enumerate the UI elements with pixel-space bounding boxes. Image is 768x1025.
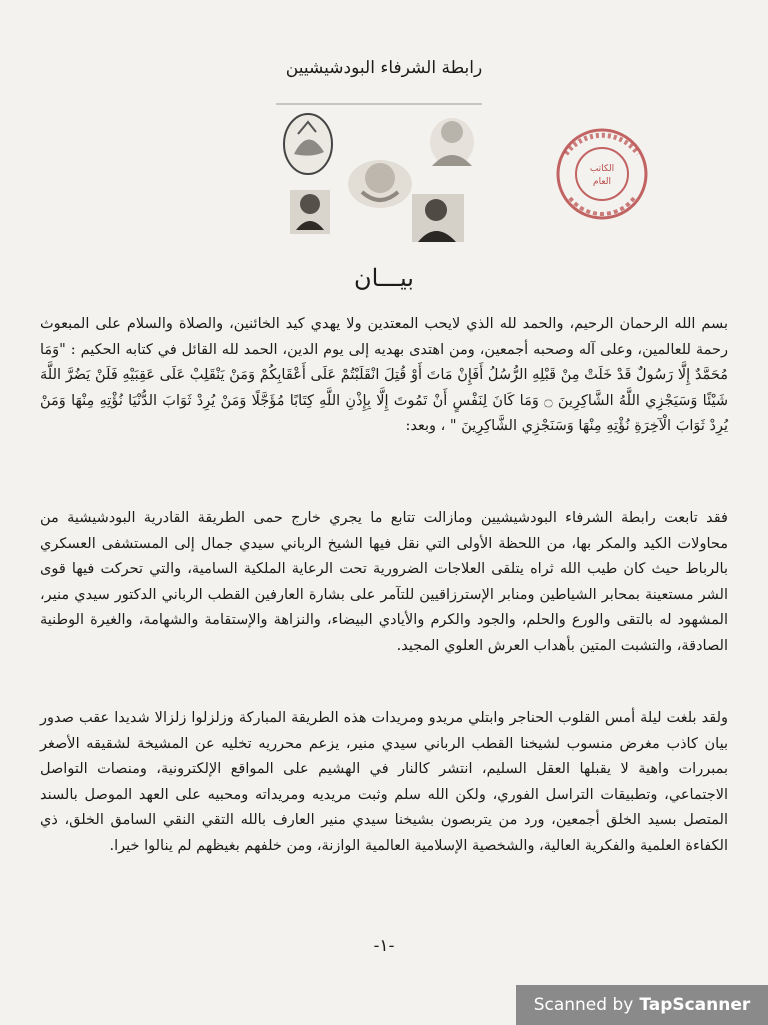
portrait-icon xyxy=(348,160,412,208)
paragraph-body-2: ولقد بلغت ليلة أمس القلوب الحناجر وابتلي مريدو ومريدات هذه الطريقة المباركة وزلزلوا زلزالا شديدا عقب صدور بيان كاذب مغرض منسوب لشيخنا القطب الرباني سيدي منير، يزعم محرريه تخليه عن المشيخة لشقيقه الأصغر بمبررات واهية لا يقبلها العقل السليم، انتشر كالنار في الهشيم على المواقع الإلكترونية، ومنصات التواصل الاجتماعي، وتطبيقات التراسل الفوري، ولكن الله سلم وثبت مريديه ومريداته ومحبيه على العهد الموصل بالسند المتصل بسيد الخلق أجمعين، ورد من يتربصون بشيخنا سيدي منير العارف بالله التقي النقي السامق الخلق، ذي الكفاءة العلمية والفكرية العالية، والشخصية الإسلامية العالمية الوازنة، ومن خلفهم بغيظهم لم ينالوا خيرا. xyxy=(40,710,728,854)
scanner-badge-brand: TapScanner xyxy=(639,995,751,1015)
bird-emblem-icon xyxy=(284,114,332,174)
page-number: -١- xyxy=(373,936,395,956)
scanner-watermark-badge xyxy=(516,985,768,1025)
seal-text-line1: الكاتب xyxy=(589,164,615,174)
paragraph-body-1: فقد تابعت رابطة الشرفاء البودشيشيين ومازالت تتابع ما يجري خارج حمى الطريقة القادرية البودشيشية من محاولات الكيد والمكر بها، من اللحظة الأولى التي نقل فيها الشيخ الرباني سيدي جمال إلى المستشفى العسكري بالرباط حيث كان طيب الله ثراه يتلقى العلاجات الضرورية تحت الرعاية الملكية السامية، والتي تحركت فيها قوى الشر مستعينة بمحابر الشياطين ومنابر الإسترزاقيين للتآمر على بشارة العارفين القطب الرباني الدكتور سيدي منير، المشهود له بالتقى والورع والحلم، والجود والكرم والأيادي البيضاء، والنزاهة والإستقامة والشهامة، والغيرة الوطنية الصادقة، والتشبت المتين بأهداب العرش العلوي المجيد. xyxy=(40,510,728,654)
statement-heading: بيـــان xyxy=(354,264,414,292)
portrait-icon xyxy=(412,194,464,242)
portrait-icon xyxy=(290,190,330,234)
portrait-icon xyxy=(430,118,474,166)
scanner-badge-prefix: Scanned by xyxy=(533,995,634,1015)
portraits-collage xyxy=(268,96,490,246)
paragraph-opening: بسم الله الرحمان الرحيم، والحمد لله الذي لايحب المعتدين ولا يهدي كيد الخائنين، والصلاة والسلام على المبعوث رحمة للعالمين، وعلى آله وصحبه أجمعين، ومن اهتدى بهديه إلى يوم الدين، الحمد لله القائل في كتابه الحكيم : "وَمَا مُحَمَّدٌ إِلَّا رَسُولٌ قَدْ خَلَتْ مِنْ قَبْلِهِ الرُّسُلُ أَفَإِنْ مَاتَ أَوْ قُتِلَ انْقَلَبْتُمْ عَلَى أَعْقَابِكُمْ وَمَنْ يَنْقَلِبْ عَلَى عَقِبَيْهِ فَلَنْ يَضُرَّ اللَّهَ شَيْئًا وَسَيَجْزِي اللَّهُ الشَّاكِرِينَ ۝ وَمَا كَانَ لِنَفْسٍ أَنْ تَمُوتَ إِلَّا بِإِذْنِ اللَّهِ كِتَابًا مُؤَجَّلًا وَمَنْ يُرِدْ ثَوَابَ الدُّنْيَا نُؤْتِهِ مِنْهَا وَمَنْ يُرِدْ ثَوَابَ الْآخِرَةِ نُؤْتِهِ مِنْهَا وَسَنَجْزِي الشَّاكِرِينَ " ، وبعد: xyxy=(40,316,728,435)
organization-title: رابطة الشرفاء البودشيشيين xyxy=(285,58,483,78)
seal-text-line2: العام xyxy=(593,177,611,187)
official-seal-stamp xyxy=(552,124,652,224)
